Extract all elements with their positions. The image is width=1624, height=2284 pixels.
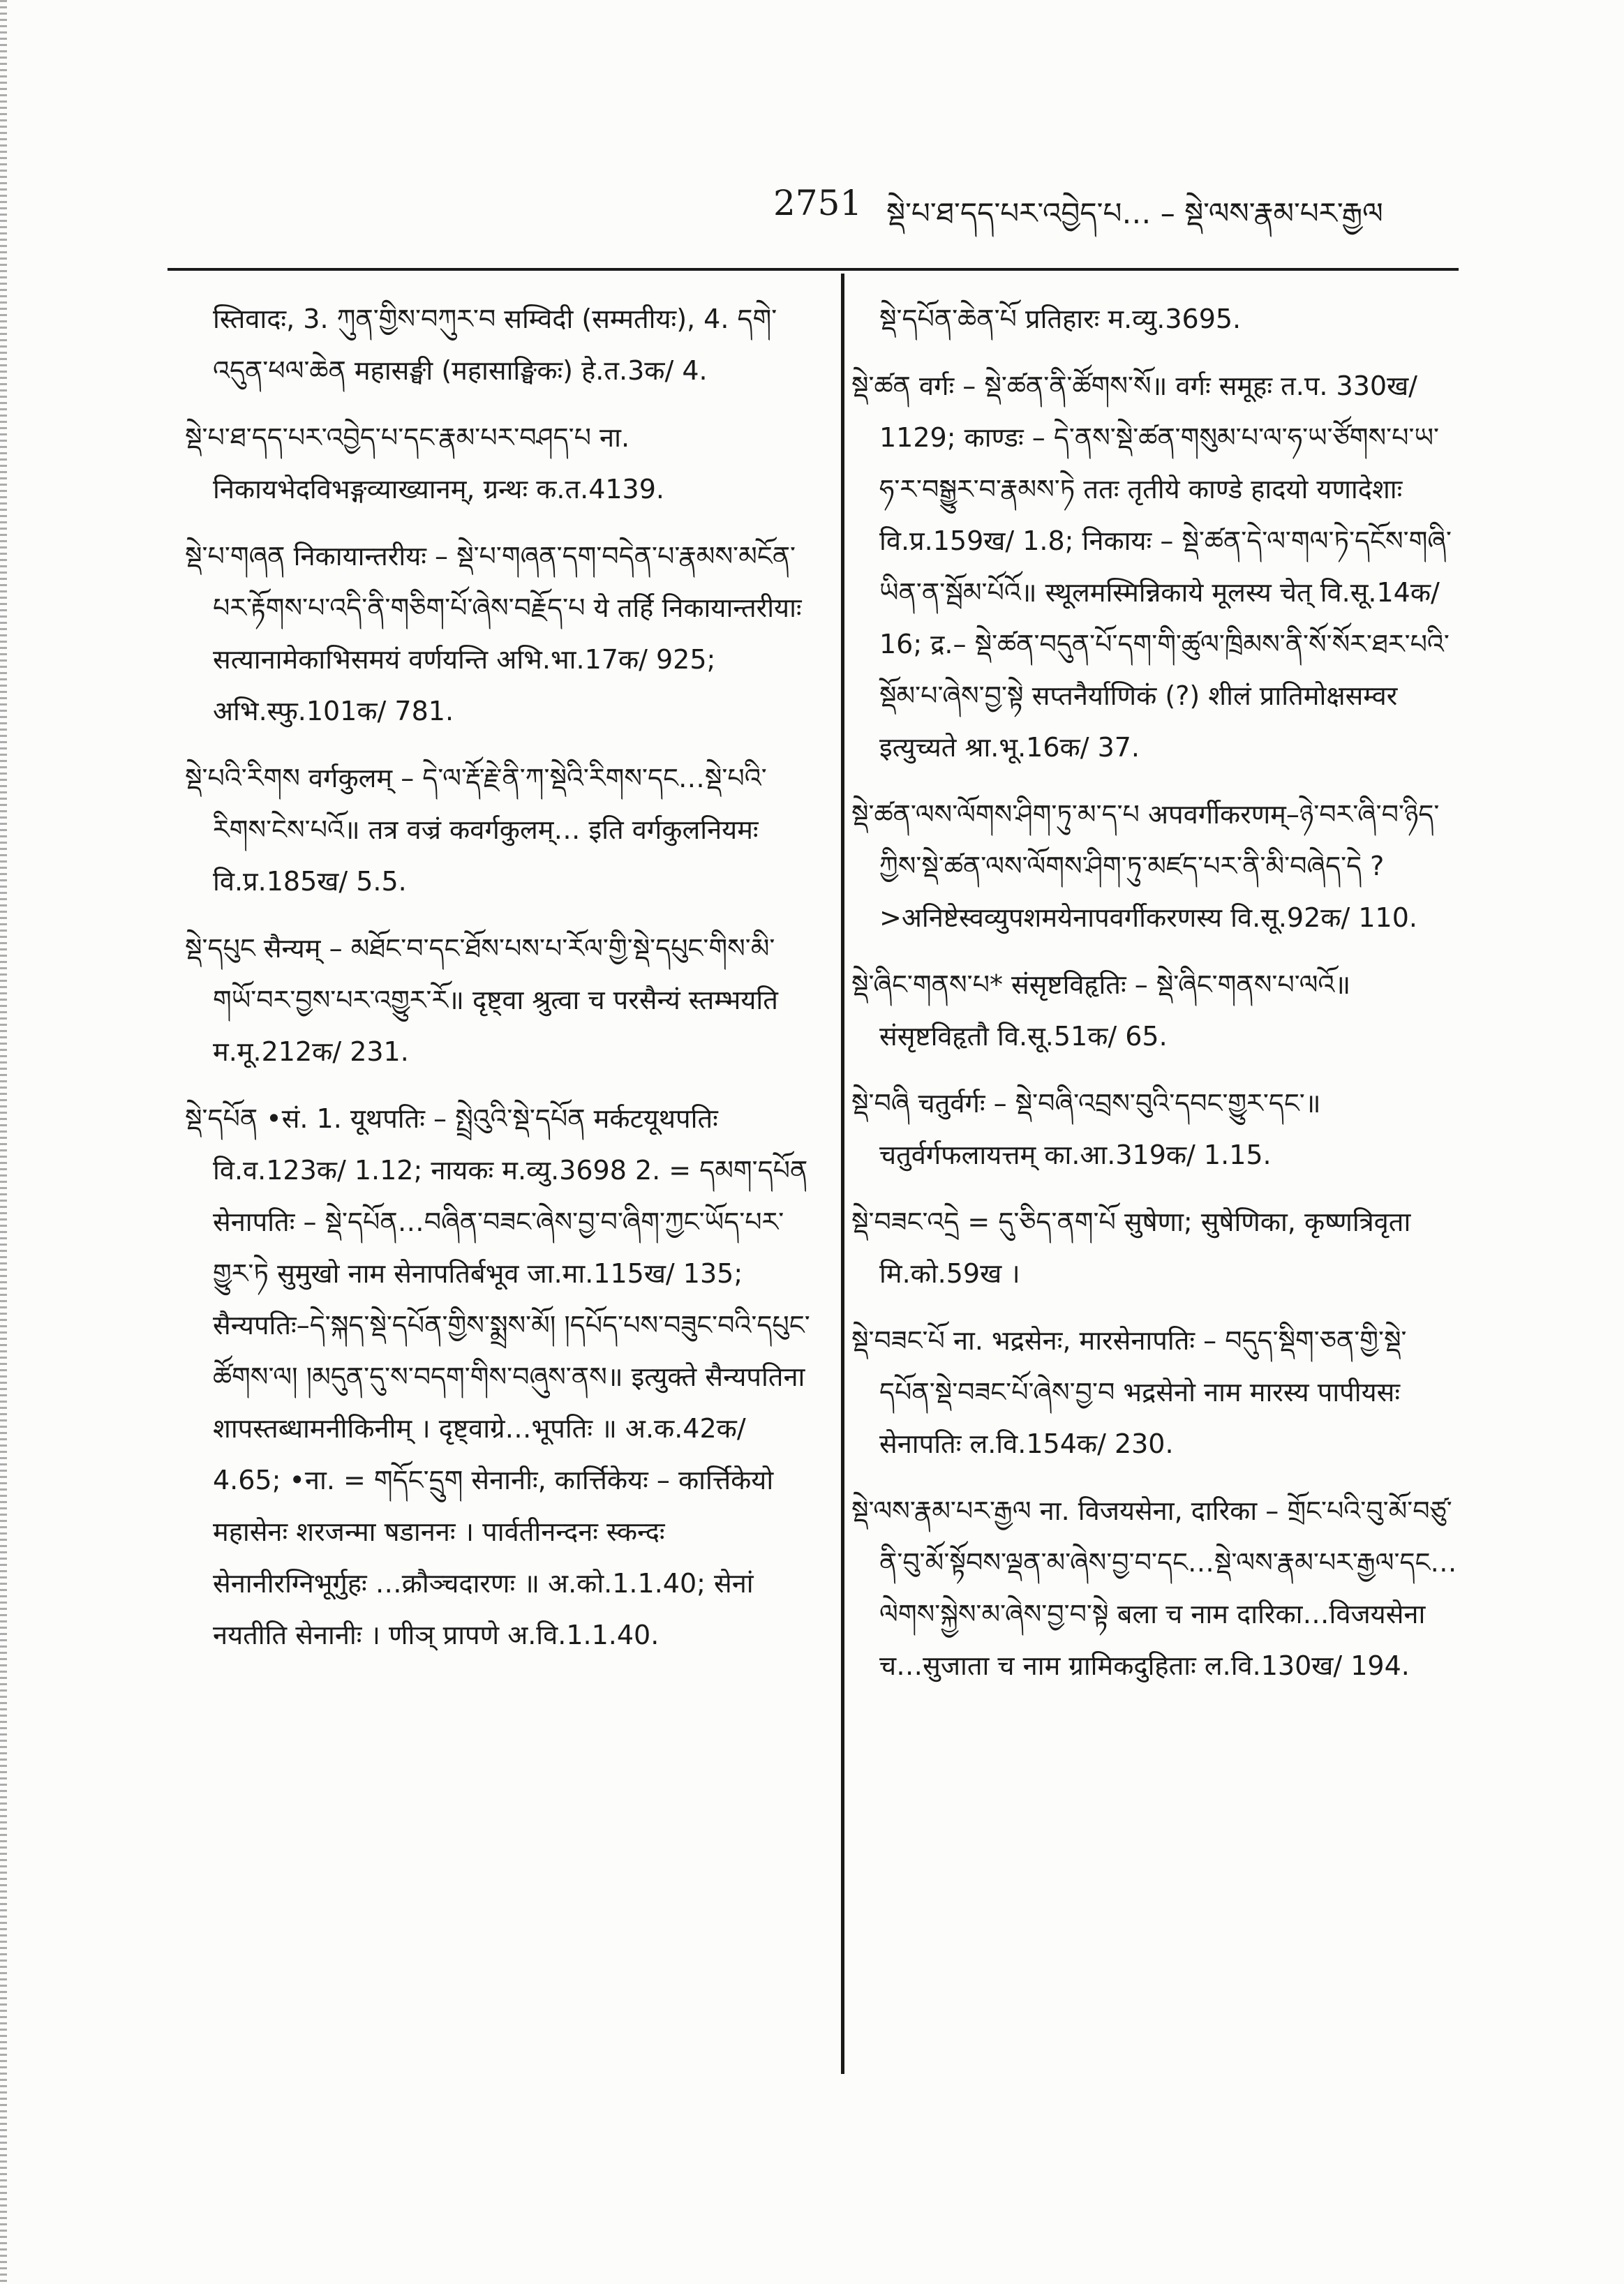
entry: སྡེ་བཟང་པོ ना. भद्रसेनः, मारसेनापतिः – བདུད་སྡིག་ཅན་གྱི་སྡེ་དཔོན་སྡེ་བཟང་པོ་ཞེས་བྱ་བ भद्रसेनो नाम मारस्य पापीयसः सेनापतिः ल.वि.154क/ 230. (851, 1325, 1407, 1459)
entry: སྡེ་དཔུང सैन्यम् – མཐོང་བ་དང་ཐོས་པས་པ་རོལ་གྱི་སྡེ་དཔུང་གིས་མི་གཡོ་བར་བྱས་པར་འགྱུར་རོ॥ दृष्ट्वा श्रुत्वा च परसैन्यं स्तम्भयति म.मू.212क/ 231. (185, 933, 778, 1067)
page-number: 2751 (773, 183, 863, 223)
entry: སྡེ་པ་ཐ་དད་པར་འབྱེད་པ་དང་རྣམ་པར་བཤད་པ ना. निकायभेदविभङ्गव्याख्यानम्, ग्रन्थः क.त.4139. (185, 422, 664, 505)
header-rule (167, 268, 1459, 271)
entry: སྡེ་དཔོན་ཆེན་པོ प्रतिहारः म.व्यु.3695. (879, 304, 1242, 334)
entry: སྡེ་དཔོན •सं. 1. यूथपतिः – སྤྲེའུའི་སྡེ་དཔོན मर्कटयूथपतिः वि.व.123क/ 1.12; नायकः म.व्यु.3698 2. = དམག་དཔོན सेनापतिः – སྡེ་དཔོན…བཞིན་བཟང་ཞེས་བྱ་བ་ཞིག་ཀྱང་ཡོད་པར་གྱུར་ཏེ सुमुखो नाम सेनापतिर्बभूव जा.मा.115ख/ 135; सैन्यपतिः–དེ་སྐད་སྡེ་དཔོན་གྱིས་སྨྲས་མོ། །དཔོད་པས་བཟུང་བའི་དཔུང་ཚོགས་ལ། །མདུན་དུ་ས་བདག་གིས་བཞུས་ནས॥ इत्युक्ते सैन्यपतिना शापस्तब्धामनीकिनीम् । दृष्ट्वाग्रे…भूपतिः ॥ अ.क.42क/ 4.65; •ना. = གདོང་དྲུག सेनानीः, कार्त्तिकेयः – कार्त्तिकेयो महासेनः शरजन्मा षडाननः । पार्वतीनन्दनः स्कन्दः सेनानीरग्निभूर्गुहः …क्रौञ्चदारणः ॥ अ.को.1.1.40; सेनां नयतीति सेनानीः । णीञ् प्रापणे अ.वि.1.1.40. (185, 1103, 810, 1650)
entry: སྡེ་ཚན་ལས་ལོགས་ཤིག་ཏུ་མ་ད་པ अपवर्गीकरणम्–ཉེ་བར་ཞི་བ་ཉིད་ཀྱིས་སྡེ་ཚན་ལས་ལོགས་ཤིག་ཏུ་མཛད་པར་ནི་མི་བཞེད་དེ ?>अनिष्टेस्वव्युपशमयेनापवर्गीकरणस्य वि.सू.92क/ 110. (851, 799, 1440, 933)
running-title: སྡེ་པ་ཐ་དད་པར་འབྱེད་པ… – སྡེ་ལས་རྣམ་པར་རྒྱལ (886, 196, 1383, 230)
entry: སྡེ་ཞིང་གནས་པ* संसृष्टविहृतिः – སྡེ་ཞིང་གནས་པ་ལའོ॥ संसृष्टविहृतौ वि.सू.51क/ 65. (851, 969, 1351, 1052)
right-column (851, 293, 1459, 1707)
entry: སྡེ་པ་གཞན निकायान्तरीयः – སྡེ་པ་གཞན་དག་བདེན་པ་རྣམས་མངོན་པར་རྟོགས་པ་འདི་ནི་གཅིག་པོ་ཞེས་བརྗོད་པ ये तर्हि निकायान्तरीयाः सत्यानामेकाभिसमयं वर्णयन्ति अभि.भा.17क/ 925; अभि.स्फु.101क/ 781. (185, 541, 802, 726)
entry: སྡེ་ལས་རྣམ་པར་རྒྱལ ना. विजयसेना, दारिका – གྲོང་པའི་བུ་མོ་བཙུ་ནི་བུ་མོ་སྟོབས་ལྡན་མ་ཞེས་བྱ་བ་དང…སྡེ་ལས་རྣམ་པར་རྒྱལ་དང…ལེགས་སྐྱེས་མ་ཞེས་བྱ་བ་སྟེ बला च नाम दारिका…विजयसेना च…सुजाता च नाम ग्रामिकदुहिताः ल.वि.130ख/ 194. (851, 1495, 1457, 1681)
entry: སྡེ་ཚན वर्गः – སྡེ་ཚན་ནི་ཚོགས་སོ॥ वर्गः समूहः त.प. 330ख/ 1129; काण्डः – དེ་ནས་སྡེ་ཚན་གསུམ་པ་ལ་ཧ་ཡ་ཙོགས་པ་ཡ་ཧ་ར་བསྒྱུར་བ་རྣམས་ཏེ ततः तृतीये काण्डे हादयो यणादेशाः वि.प्र.159ख/ 1.8; निकायः – སྡེ་ཚན་དེ་ལ་གལ་ཏེ་དངོས་གཞི་ཡིན་ན་སྦོམ་པོའོ॥ स्थूलमस्मिन्निकाये मूलस्य चेत् वि.सू.14क/ 16; द्र.– སྡེ་ཚན་བདུན་པོ་དག་གི་ཚུལ་ཁྲིམས་ནི་སོ་སོར་ཐར་པའི་སྡོམ་པ་ཞེས་བྱ་སྟེ सप्तनैर्याणिकं (?) शीलं प्रातिमोक्षसम्वर इत्युच्यते श्रा.भू.16क/ 37. (851, 371, 1452, 763)
entry: སྡེ་པའི་རིགས वर्गकुलम् – དེ་ལ་རྡོ་རྗེ་ནི་ཀ་སྡེའི་རིགས་དང…སྡེ་པའི་རིགས་ངེས་པའོ॥ तत्र वज्रं कवर्गकुलम्… इति वर्गकुलनियमः वि.प्र.185ख/ 5.5. (185, 763, 767, 897)
entry: སྡེ་བཞི चतुर्वर्गः – སྡེ་བཞི་འབྲས་བུའི་དབང་གྱུར་དང་॥ चतुर्वर्गफलायत्तम् का.आ.319क/ 1.15. (851, 1088, 1321, 1170)
entry: स्तिवादः, 3. ཀུན་གྱིས་བཀུར་བ सम्विदी (सम्मतीयः), 4. དགེ་འདུན་ཕལ་ཆེན महासङ्घी (महासाङ्घिकः) हे.त.3क/ 4. (213, 304, 777, 386)
entry: སྡེ་བཟང་འདྲེ = དུ་ཅིད་ནག་པོ सुषेणा; सुषेणिका, कृष्णत्रिवृता मि.को.59ख । (851, 1207, 1411, 1289)
column-divider (841, 274, 844, 2074)
binding-edge (0, 0, 7, 2284)
left-column (185, 293, 813, 1676)
